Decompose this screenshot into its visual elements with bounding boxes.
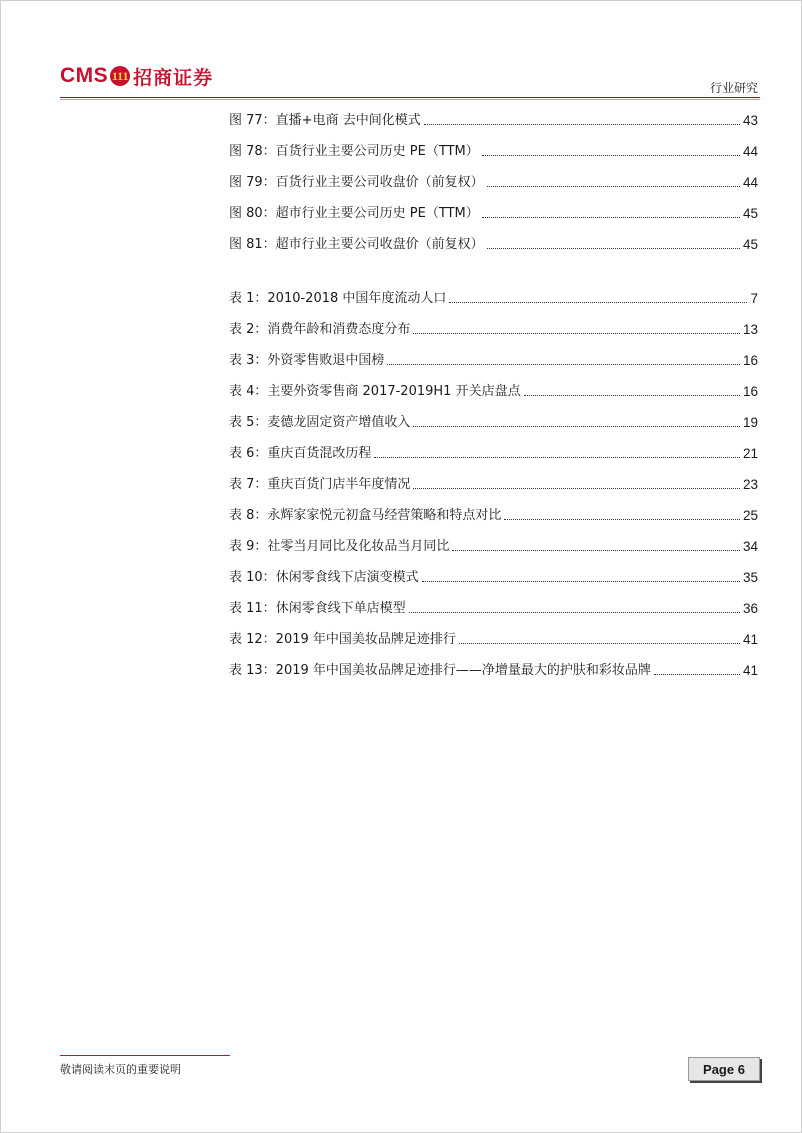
figure-entry-page: 44: [742, 175, 758, 190]
dot-leader: [424, 124, 740, 125]
disclaimer-note: 敬请阅读末页的重要说明: [60, 1063, 181, 1076]
table-entry-page: 41: [742, 663, 758, 678]
table-entry-page: 23: [742, 477, 758, 492]
figure-entry-page: 45: [742, 206, 758, 221]
dot-leader: [654, 674, 740, 675]
table-entry-label: 表 3：外资零售败退中国榜: [229, 353, 385, 368]
table-entry[interactable]: [229, 493, 758, 524]
table-entry[interactable]: [229, 555, 758, 586]
table-entry[interactable]: [229, 307, 758, 338]
page-number: Page 6: [688, 1057, 760, 1081]
logo-company-name: 招商证券: [133, 66, 214, 89]
table-entry[interactable]: [229, 369, 758, 400]
dot-leader: [524, 395, 740, 396]
table-entry-page: 13: [742, 322, 758, 337]
dot-leader: [413, 426, 740, 427]
dot-leader: [413, 333, 740, 334]
figure-entry-label: 图 81：超市行业主要公司收盘价（前复权）: [229, 237, 484, 252]
table-entry-label: 表 10：休闲零食线下店演变模式: [229, 570, 419, 585]
table-list: [229, 276, 758, 679]
table-entry[interactable]: [229, 400, 758, 431]
table-entry-label: 表 8：永辉家家悦元初盒马经营策略和特点对比: [229, 508, 502, 523]
figure-entry[interactable]: [229, 222, 758, 253]
table-entry-label: 表 12：2019 年中国美妆品牌足迹排行: [229, 632, 456, 647]
table-entry-page: 35: [742, 570, 758, 585]
dot-leader: [452, 550, 740, 551]
figure-entry-label: 图 80：超市行业主要公司历史 PE（TTM）: [229, 206, 479, 221]
table-entry[interactable]: [229, 648, 758, 679]
dot-leader: [422, 581, 740, 582]
table-entry-label: 表 5：麦德龙固定资产增值收入: [229, 415, 411, 430]
table-entry-page: 34: [742, 539, 758, 554]
figure-entry-page: 43: [742, 113, 758, 128]
table-entry-page: 7: [750, 291, 758, 306]
table-entry-page: 16: [742, 384, 758, 399]
dot-leader: [459, 643, 740, 644]
figure-entry-label: 图 77：直播+电商 去中间化模式: [229, 113, 421, 128]
dot-leader: [387, 364, 740, 365]
dot-leader: [487, 248, 740, 249]
table-entry-label: 表 11：休闲零食线下单店模型: [229, 601, 406, 616]
figure-entry-label: 图 78：百货行业主要公司历史 PE（TTM）: [229, 144, 479, 159]
dot-leader: [487, 186, 740, 187]
dot-leader: [482, 217, 740, 218]
table-entry-page: 25: [742, 508, 758, 523]
figure-entry-label: 图 79：百货行业主要公司收盘价（前复权）: [229, 175, 484, 190]
dot-leader: [482, 155, 740, 156]
table-entry-label: 表 1：2010-2018 中国年度流动人口: [229, 291, 447, 306]
dot-leader: [504, 519, 740, 520]
table-entry-page: 36: [742, 601, 758, 616]
table-entry-label: 表 9：社零当月同比及化妆品当月同比: [229, 539, 450, 554]
figure-entry-page: 45: [742, 237, 758, 252]
logo-mark-icon: 111: [110, 66, 130, 86]
table-entry-label: 表 2：消费年龄和消费态度分布: [229, 322, 411, 337]
footer-divider: [60, 1055, 230, 1056]
logo-text: CMS: [60, 64, 109, 87]
table-entry[interactable]: [229, 462, 758, 493]
table-entry-page: 21: [742, 446, 758, 461]
table-entry[interactable]: [229, 617, 758, 648]
figure-entry[interactable]: [229, 191, 758, 222]
dot-leader: [374, 457, 740, 458]
table-entry[interactable]: [229, 524, 758, 555]
section-label: 行业研究: [709, 81, 758, 95]
table-entry-page: 41: [742, 632, 758, 647]
table-entry-label: 表 13：2019 年中国美妆品牌足迹排行——净增量最大的护肤和彩妆品牌: [229, 663, 651, 678]
table-entry[interactable]: [229, 276, 758, 307]
table-entry[interactable]: [229, 338, 758, 369]
dot-leader: [409, 612, 740, 613]
table-entry-page: 19: [742, 415, 758, 430]
dot-leader: [413, 488, 740, 489]
figure-entry[interactable]: [229, 129, 758, 160]
cms-logo: [60, 62, 213, 90]
figure-entry-page: 44: [742, 144, 758, 159]
figure-entry[interactable]: [229, 98, 758, 129]
figure-list: [229, 98, 758, 253]
table-entry[interactable]: [229, 586, 758, 617]
table-entry-page: 16: [742, 353, 758, 368]
table-entry-label: 表 6：重庆百货混改历程: [229, 446, 372, 461]
figure-entry[interactable]: [229, 160, 758, 191]
table-entry-label: 表 7：重庆百货门店半年度情况: [229, 477, 411, 492]
dot-leader: [449, 302, 747, 303]
table-entry-label: 表 4：主要外资零售商 2017-2019H1 开关店盘点: [229, 384, 521, 399]
table-entry[interactable]: [229, 431, 758, 462]
